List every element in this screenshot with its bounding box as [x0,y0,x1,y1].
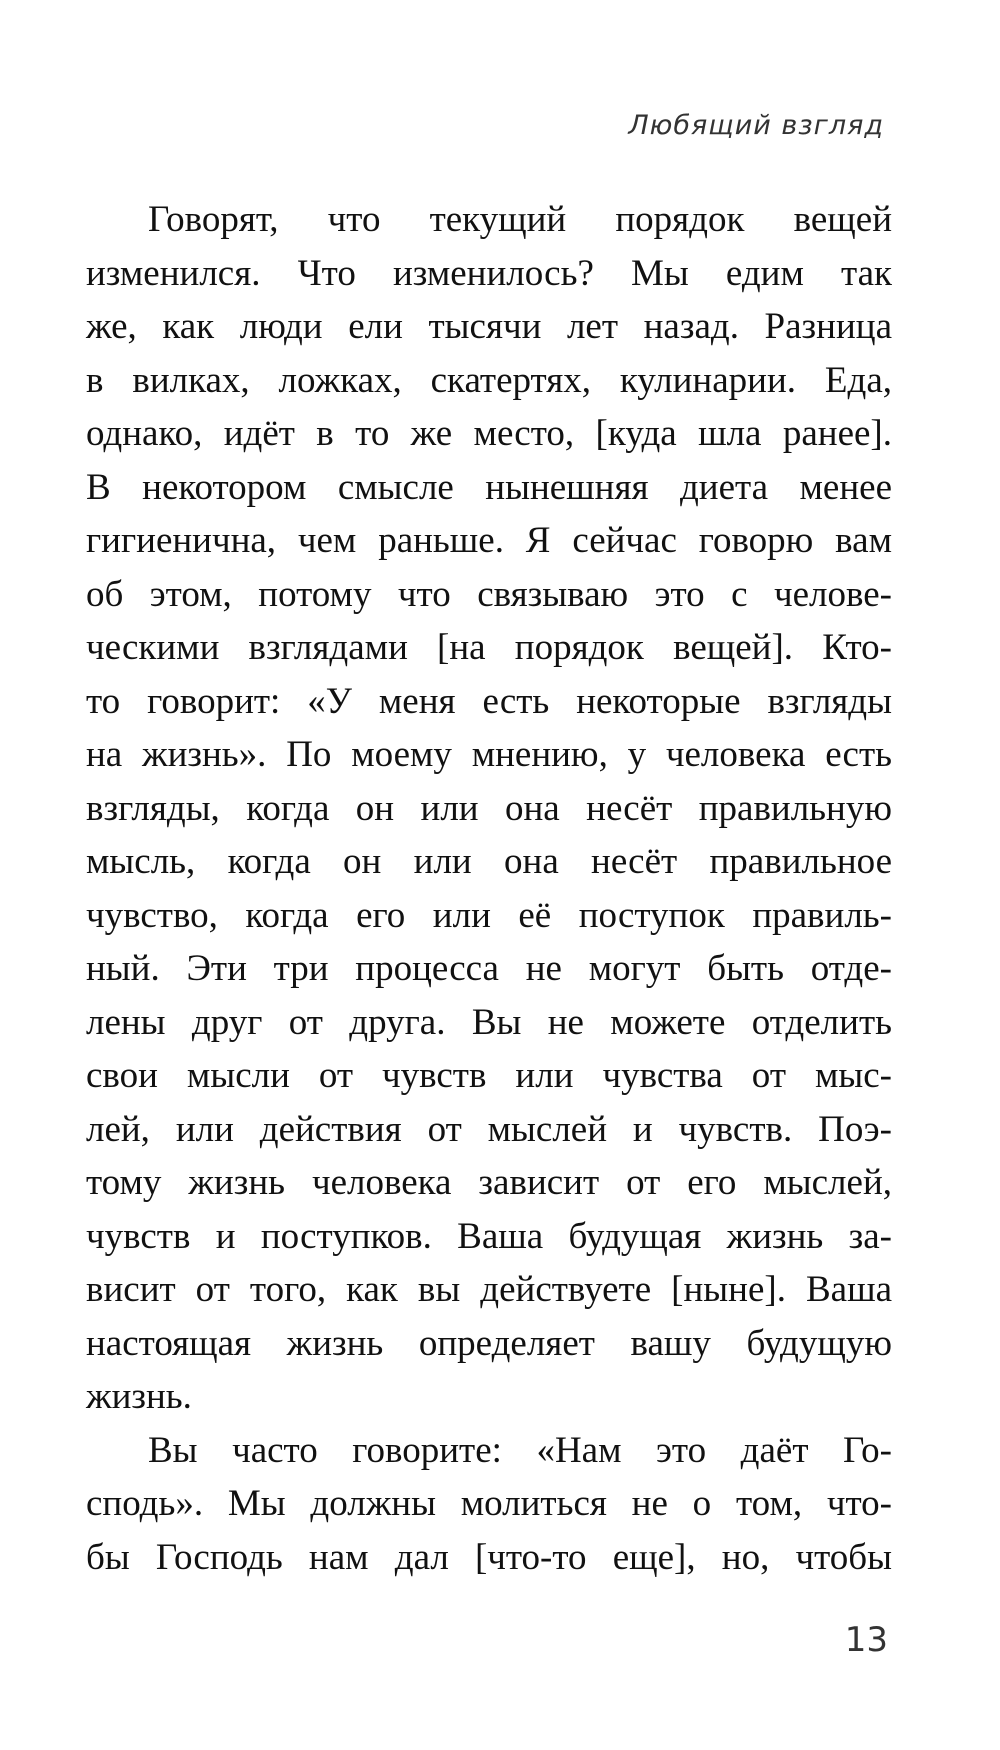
text-line: лей, или действия от мыслей и чувств. Поэ- [86,1108,892,1150]
text-line: мысль, когда он или она несёт правильное [86,841,892,882]
text-line: лены друг от друга. Вы не можете отделить [86,1001,892,1043]
text-line: же, как люди ели тысячи лет назад. Разница [86,306,892,347]
text-line: ный. Эти три процесса не могут быть отде- [86,948,892,989]
text-line: сподь». Мы должны молиться не о том, что- [86,1483,892,1524]
text-line: настоящая жизнь определяет вашу будущую [86,1322,892,1364]
text-line: висит от того, как вы действуете [ныне]. Ваша [86,1269,892,1310]
text-line: об этом, потому что связываю это с челове- [86,573,892,615]
text-line: чувство, когда его или её поступок правиль- [86,894,892,936]
text-line: ческими взглядами [на порядок вещей]. Кто- [86,627,892,668]
text-line: взгляды, когда он или она несёт правильную [86,787,892,829]
text-line: гигиенична, чем раньше. Я сейчас говорю вам [86,520,892,561]
text-line: жизнь. [86,1376,192,1417]
running-head-title: Любящий взгляд [628,110,884,141]
text-line: Вы часто говорите: «Нам это даёт Го- [148,1429,892,1471]
body-text [86,193,892,1584]
text-line: свои мысли от чувств или чувства от мыс- [86,1055,892,1096]
page-number: 13 [844,1620,888,1660]
text-line: чувств и поступков. Ваша будущая жизнь за- [86,1215,892,1257]
text-line: Говорят, что текущий порядок вещей [148,199,892,240]
text-line: В некотором смысле нынешняя диета менее [86,466,892,508]
text-line: бы Господь нам дал [что-то еще], но, чтобы [86,1536,892,1578]
text-line: в вилках, ложках, скатертях, кулинарии. Еда, [86,359,892,401]
text-line: однако, идёт в то же место, [куда шла ранее]. [86,413,892,454]
text-line: на жизнь». По моему мнению, у человека есть [86,734,892,775]
text-line: тому жизнь человека зависит от его мыслей, [86,1162,892,1203]
text-line: изменился. Что изменилось? Мы едим так [86,252,892,294]
text-line: то говорит: «У меня есть некоторые взгляды [86,680,892,722]
